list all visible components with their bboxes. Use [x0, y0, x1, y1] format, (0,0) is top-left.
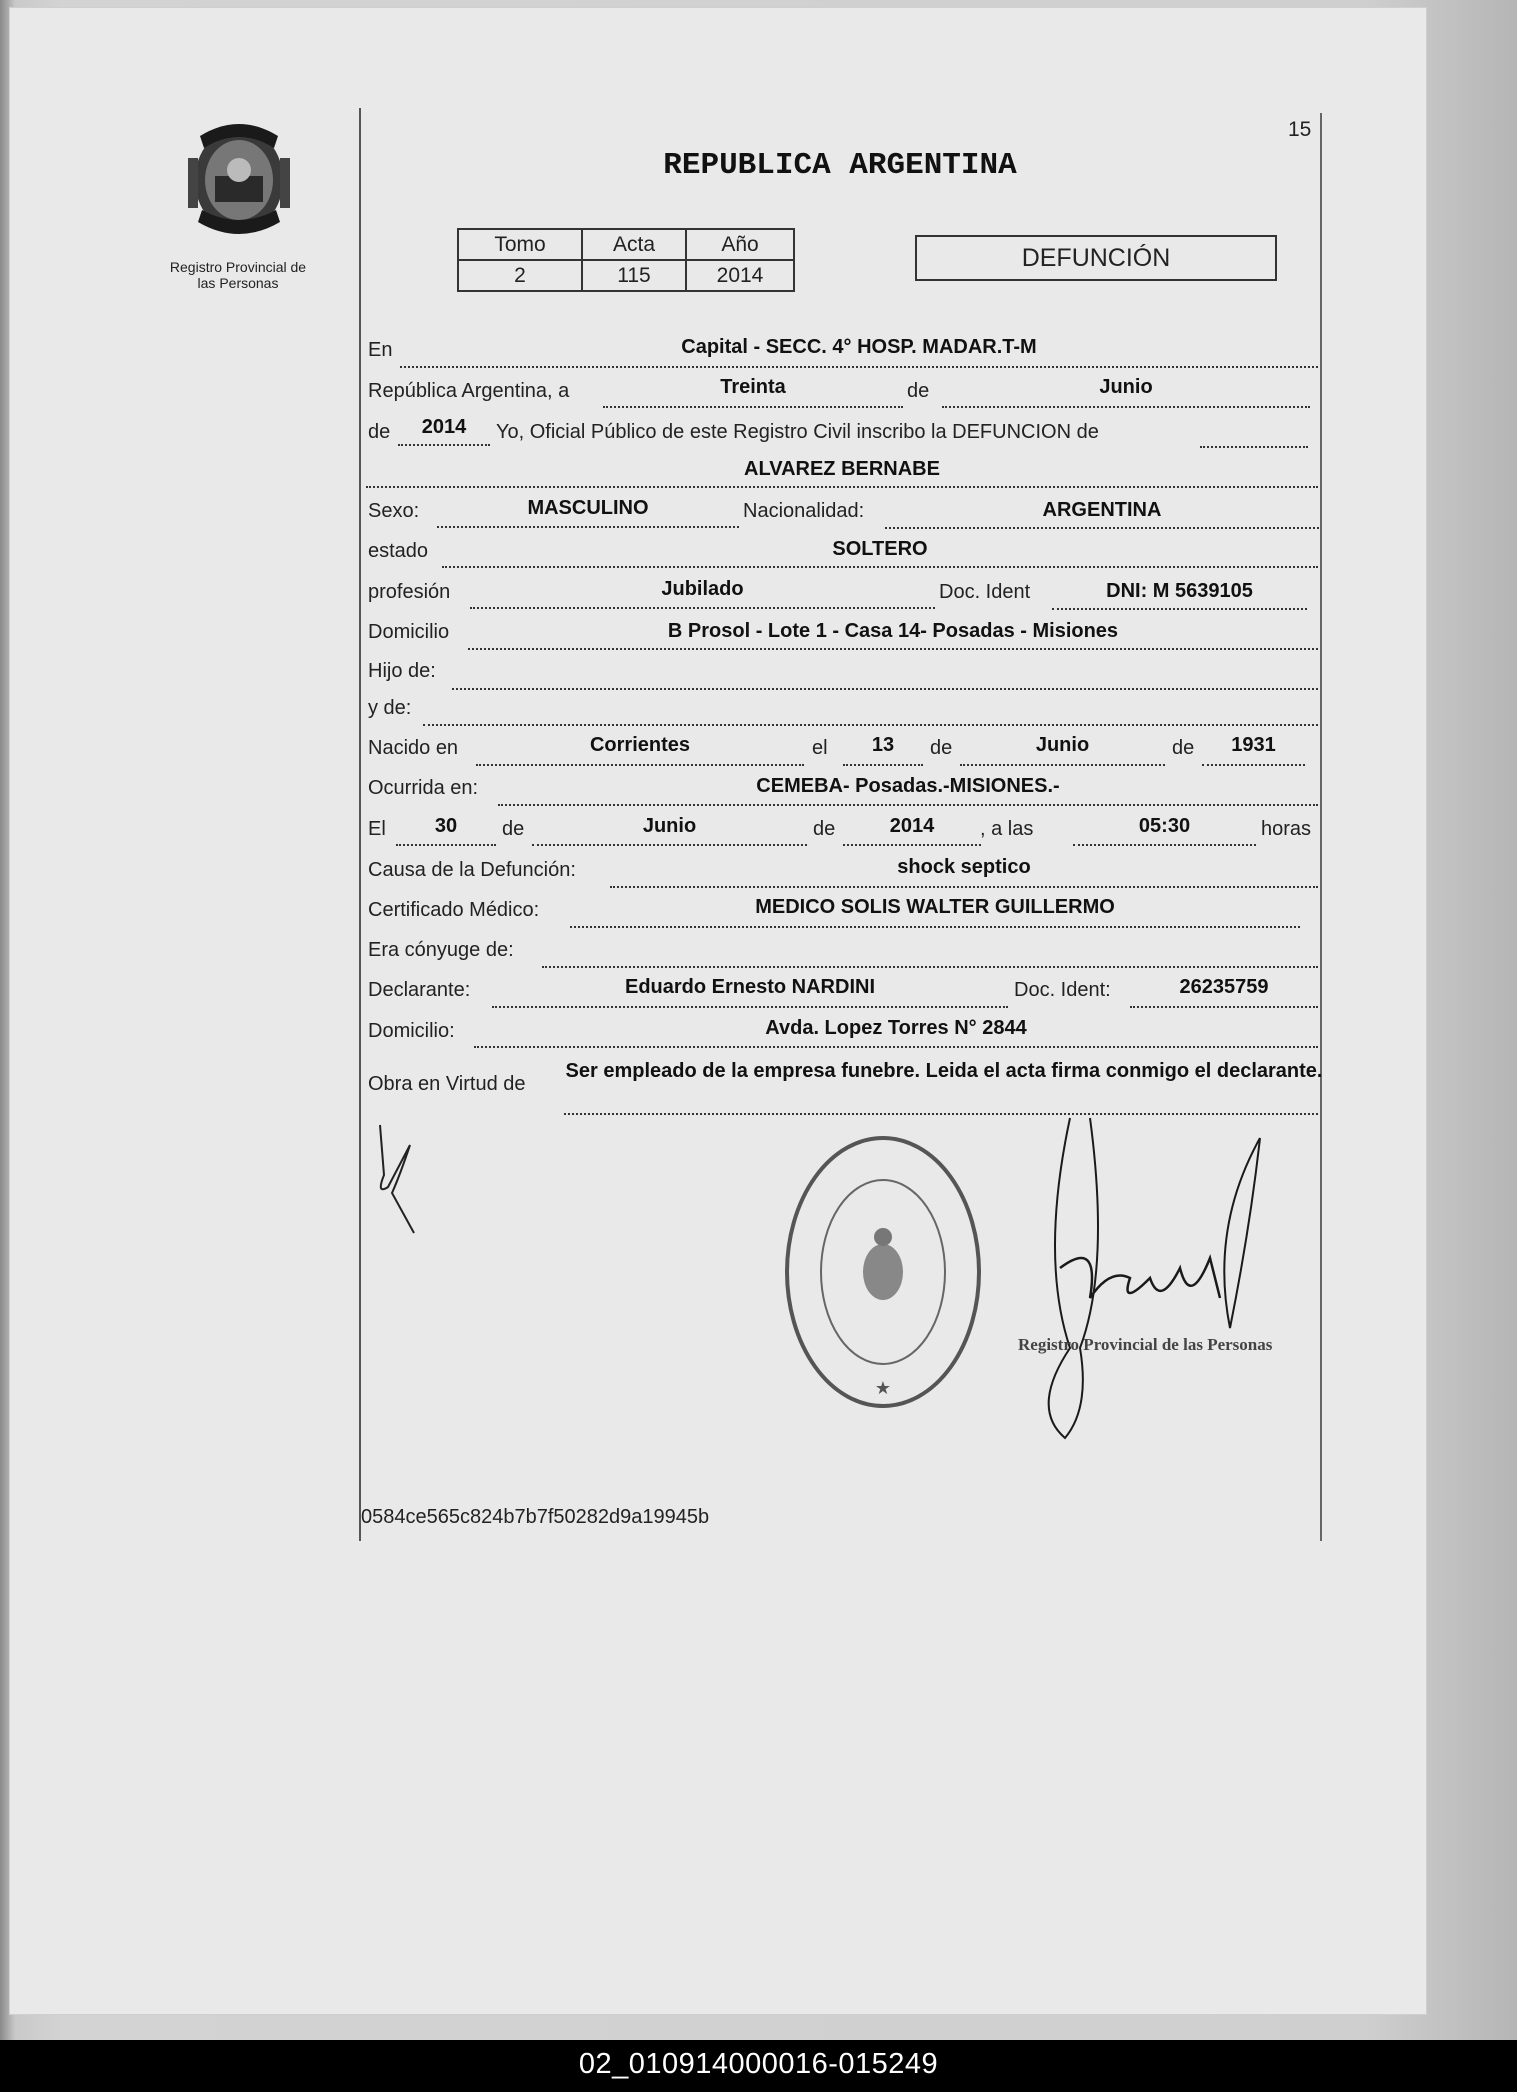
conyuge-label: Era cónyuge de:: [368, 939, 514, 961]
a-las-label: , a las: [980, 818, 1034, 840]
de-label-6: de: [813, 818, 836, 840]
profesion-value: Jubilado: [661, 578, 744, 600]
official-signature: [1010, 1108, 1310, 1448]
nombre-value: ALVAREZ BERNABE: [744, 458, 940, 480]
horas-label: horas: [1261, 818, 1312, 840]
el-label-2: El: [368, 818, 386, 840]
nac-anio-value: 1931: [1231, 734, 1276, 756]
official-name-stamp: [1018, 1290, 1272, 1356]
conyuge-line: [542, 940, 1318, 968]
obra-label: Obra en Virtud de: [368, 1073, 526, 1095]
certificado-label: Certificado Médico:: [368, 899, 540, 921]
el-label: el: [812, 737, 828, 759]
decl-doc-label: Doc. Ident:: [1014, 979, 1111, 1001]
footer-code: 02_010914000016-015249: [578, 2048, 939, 2080]
official-office: Registro Provincial de las Personas: [1018, 1335, 1273, 1354]
acta-value: 115: [582, 260, 686, 291]
domicilio-label: Domicilio: [368, 621, 450, 643]
document-type-box: DEFUNCIÓN: [915, 235, 1277, 281]
def-dia-value: 30: [434, 815, 458, 837]
republica-label: República Argentina, a: [368, 380, 570, 402]
nacionalidad-value: ARGENTINA: [1042, 499, 1162, 521]
y-de-label: y de:: [368, 697, 412, 719]
sexo-label: Sexo:: [368, 500, 420, 522]
nacido-value: Corrientes: [589, 734, 691, 756]
anio-value: 2014: [686, 260, 794, 291]
inscribo-line: [1200, 420, 1308, 448]
document-page: [10, 8, 1426, 2014]
mes-value: Junio: [1099, 376, 1153, 398]
def-anio-value: 2014: [889, 815, 935, 837]
nacido-label: Nacido en: [368, 737, 459, 759]
misiones-coat-of-arms-logo: [180, 118, 298, 248]
declarante-value: Eduardo Ernesto NARDINI: [624, 976, 876, 998]
right-margin-line: [1320, 113, 1322, 1541]
nac-dia-value: 13: [871, 734, 895, 756]
profesion-label: profesión: [368, 581, 451, 603]
tomo-value: 2: [458, 260, 582, 291]
obra-value: Ser empleado de la empresa funebre. Leida el acta firma conmigo el declarante.: [565, 1060, 1323, 1082]
record-table: [457, 228, 795, 292]
domicilio-value: B Prosol - Lote 1 - Casa 14- Posadas - Misiones: [667, 620, 1119, 642]
nacionalidad-label: Nacionalidad:: [743, 500, 865, 522]
nac-mes-value: Junio: [1035, 734, 1090, 756]
decl-domicilio-value: Avda. Lopez Torres N° 2844: [765, 1017, 1027, 1039]
document-title: REPUBLICA ARGENTINA: [663, 148, 1017, 183]
delegation-oval-stamp: [782, 1132, 984, 1412]
hora-value: 05:30: [1138, 815, 1191, 837]
dia-value: Treinta: [720, 376, 786, 398]
hijo-label: Hijo de:: [368, 660, 436, 682]
logo-caption-line2: las Personas: [197, 275, 279, 291]
de-label-4: de: [1172, 737, 1195, 759]
declarante-label: Declarante:: [368, 979, 471, 1001]
y-de-line: [423, 698, 1318, 726]
def-mes-value: Junio: [642, 815, 697, 837]
logo-caption: [148, 259, 328, 291]
en-label: En: [368, 339, 393, 361]
acta-header: Acta: [582, 229, 686, 260]
page-number: 15: [1288, 118, 1312, 141]
logo-caption-line1: Registro Provincial de: [169, 259, 307, 275]
document-hash: 0584ce565c824b7b7f50282d9a19945b: [361, 1506, 710, 1528]
tomo-header: Tomo: [458, 229, 582, 260]
hijo-line: [452, 662, 1318, 690]
ocurrida-value: CEMEBA- Posadas.-MISIONES.-: [756, 775, 1060, 797]
certificado-value: MEDICO SOLIS WALTER GUILLERMO: [755, 896, 1115, 918]
estado-label: estado: [368, 540, 429, 562]
ocurrida-label: Ocurrida en:: [368, 777, 479, 799]
de-label-3: de: [930, 737, 953, 759]
left-margin-line: [359, 108, 361, 1541]
svg-text:★: ★: [874, 1378, 892, 1399]
doc-ident-value: DNI: M 5639105: [1106, 580, 1253, 602]
estado-value: SOLTERO: [832, 538, 928, 560]
en-value: Capital - SECC. 4° HOSP. MADAR.T-M: [681, 336, 1037, 358]
de-label-2: de: [368, 421, 391, 443]
decl-domicilio-label: Domicilio:: [368, 1020, 455, 1042]
causa-label: Causa de la Defunción:: [368, 859, 576, 881]
sexo-value: MASCULINO: [527, 497, 649, 519]
de-label-5: de: [502, 818, 525, 840]
inscribo-text: Yo, Oficial Público de este Registro Civil inscribo la DEFUNCION de: [496, 421, 1099, 443]
initials-signature: [370, 1105, 430, 1235]
de-label-1: de: [907, 380, 930, 402]
anio-value: 2014: [421, 416, 467, 438]
doc-ident-label: Doc. Ident: [939, 581, 1031, 603]
causa-value: shock septico: [897, 856, 1031, 878]
anio-header: Año: [686, 229, 794, 260]
decl-doc-value: 26235759: [1179, 976, 1269, 998]
